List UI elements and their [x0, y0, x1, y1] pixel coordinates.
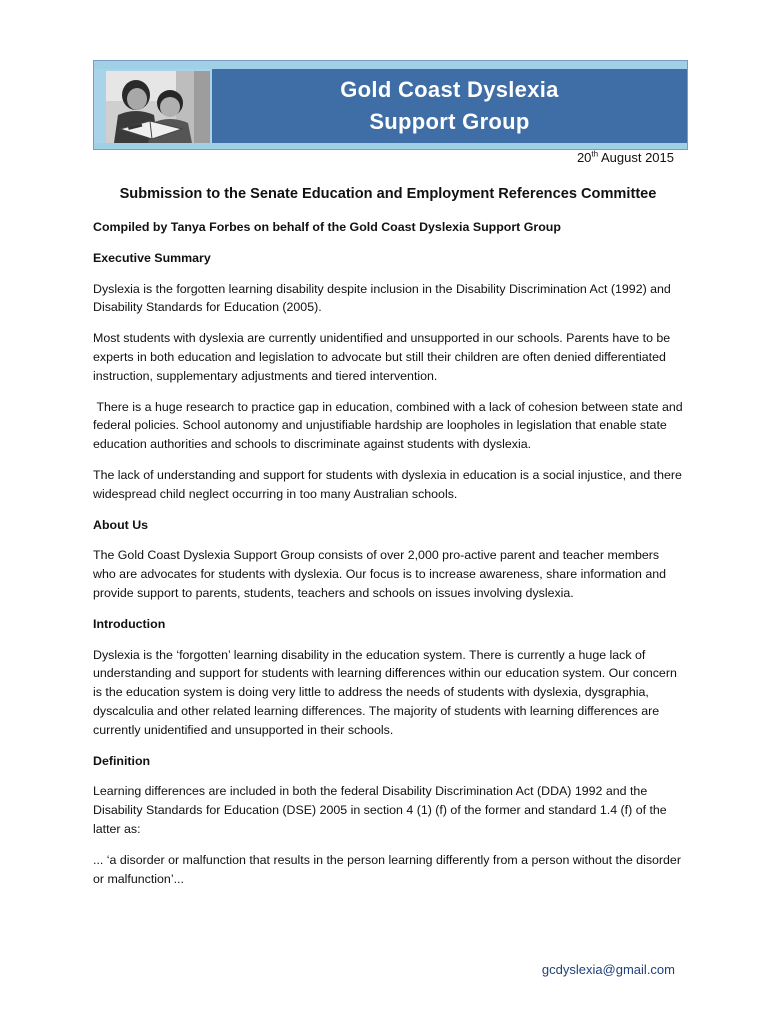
banner-title	[212, 69, 687, 143]
paragraph: The Gold Coast Dyslexia Support Group consists of over 2,000 pro-active parent and teacher members who are advocates for students with dyslexia. Our focus is to increase awareness, share information and provide support to parents, students, teachers and schools on issues involving dyslexia.	[93, 548, 667, 600]
heading-definition: Definition	[93, 753, 151, 768]
paragraph: Learning differences are included in both the federal Disability Discrimination Act (DDA) 1992 and the Disability Standards for Education (DSE) 2005 in section 4 (1) (f) of the former and standard 1.4 (f) of the latter as:	[93, 784, 667, 836]
paragraph: Dyslexia is the forgotten learning disability despite inclusion in the Disability Discrimination Act (1992) and Disability Standards for Education (2005).	[93, 281, 671, 315]
date-day: 20	[576, 150, 592, 165]
document-body	[93, 184, 687, 900]
banner-top-strip	[94, 61, 687, 69]
paragraph: Dyslexia is the ‘forgotten’ learning disability in the education system. There is currently a huge lack of understanding and support for students with learning differences within our education system. Our concern is the education system is doing very little to address the needs of students with dyslexia, dysgraphia, dyscalculia and other related learning differences. The majority of students with learning differences are currently unidentified and unsupported in their schools.	[93, 647, 677, 737]
heading-executive-summary: Executive Summary	[93, 250, 211, 265]
paragraph: Most students with dyslexia are currently unidentified and unsupported in our schools. Parents have to be experts in both education and legislation to advocate but still their children are often denied differentiated instruction, supplementary adjustments and tiered intervention.	[93, 331, 671, 383]
banner-bottom-strip	[94, 143, 687, 149]
heading-about-us: About Us	[93, 517, 149, 532]
compiled-by-line: Compiled by Tanya Forbes on behalf of the Gold Coast Dyslexia Support Group	[93, 220, 561, 234]
date-month-year: August 2015	[598, 150, 674, 165]
header-banner	[93, 60, 688, 150]
banner-title-line2: Support Group	[369, 109, 530, 134]
paragraph-quote: ... ‘a disorder or malfunction that results in the person learning differently from a person without the disorder or malfunction’...	[93, 852, 681, 886]
heading-introduction: Introduction	[93, 616, 166, 631]
document-date	[577, 150, 674, 165]
banner-title-line1: Gold Coast Dyslexia	[340, 77, 559, 102]
paragraph: The lack of understanding and support for students with dyslexia in education is a social injustice, and there widespread child neglect occurring in too many Australian schools.	[93, 467, 682, 501]
footer-email-link[interactable]: gcdyslexia@gmail.com	[541, 962, 675, 977]
document-title: Submission to the Senate Education and Employment References Committee	[119, 186, 657, 202]
children-reading-photo	[106, 71, 210, 143]
paragraph: There is a huge research to practice gap in education, combined with a lack of cohesion between state and federal policies. School autonomy and unjustifiable hardship are loopholes in legislation that enable state education authorities and schools to discriminate against students with dyslexia.	[93, 399, 687, 452]
date-suffix: th	[591, 149, 599, 159]
children-reading-illustration	[106, 71, 210, 143]
